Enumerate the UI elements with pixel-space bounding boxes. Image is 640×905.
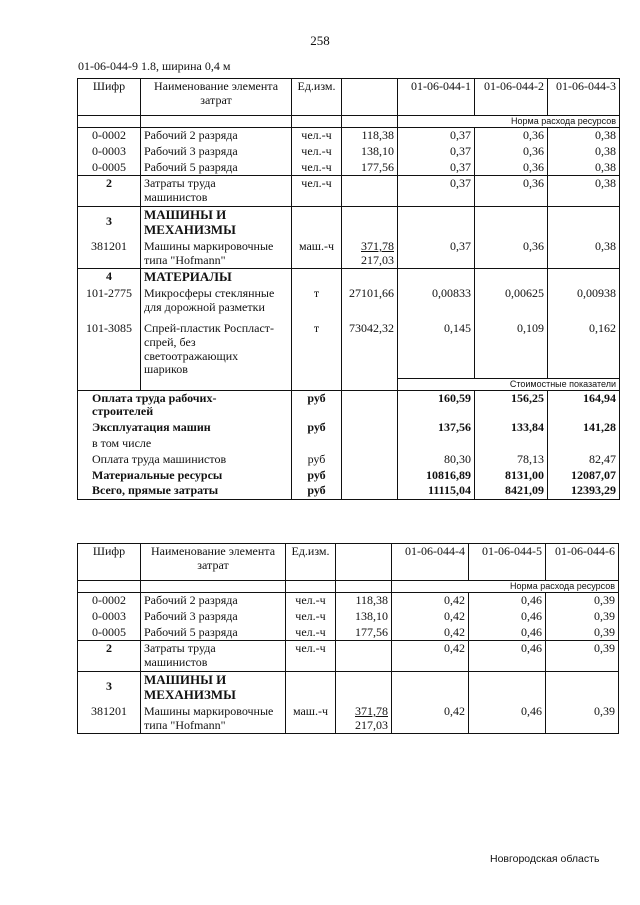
table-row: 0-0005 Рабочий 5 разряда чел.-ч 177,56 0,42 0,46 0,39 — [78, 625, 619, 641]
norm-note-row — [78, 116, 620, 128]
cost-row: Оплата труда машинистов руб 80,30 78,13 82,47 — [78, 452, 620, 468]
table-row: 101-2775 Микросферы стеклянные для дорожной разметки т 27101,66 0,00833 0,00625 0,00938 — [78, 286, 620, 316]
table-row: 0-0003 Рабочий 3 разряда чел.-ч 138,10 0,42 0,46 0,39 — [78, 609, 619, 625]
cost-row: Оплата труда рабочих- строителей руб 160,59 156,25 164,94 — [78, 390, 620, 420]
cost-row: Всего, прямые затраты руб 11115,04 8421,09 12393,29 — [78, 483, 620, 499]
cost-row: в том числе — [78, 436, 620, 452]
machines-section-row: 3 МАШИНЫ И МЕХАНИЗМЫ — [78, 206, 620, 238]
col-header: 01-06-044-4 — [392, 544, 469, 581]
col-header: 01-06-044-6 — [546, 544, 619, 581]
norm-note: Норма расхода ресурсов — [392, 581, 619, 593]
price-header — [336, 544, 392, 581]
norm-note-row — [78, 581, 619, 593]
col-header: 01-06-044-1 — [398, 79, 475, 116]
table-row: 0-0003 Рабочий 3 разряда чел.-ч 138,10 0,37 0,36 0,38 — [78, 144, 620, 160]
labor-row: 2 Затраты труда машинистов чел.-ч 0,42 0,46 0,39 — [78, 641, 619, 672]
labor-row: 2 Затраты труда машинистов чел.-ч 0,37 0,36 0,38 — [78, 176, 620, 207]
table-row: 381201 Машины маркировочные типа "Hofmann" маш.-ч 371,78 217,03 0,37 0,36 0,38 — [78, 239, 620, 269]
table-row: 0-0005 Рабочий 5 разряда чел.-ч 177,56 0,37 0,36 0,38 — [78, 160, 620, 176]
table-row: 381201 Машины маркировочные типа "Hofmann" маш.-ч 371,78 217,03 0,42 0,46 0,39 — [78, 704, 619, 734]
section-caption: 01-06-044-9 1.8, ширина 0,4 м — [78, 59, 231, 73]
table-header-row — [78, 544, 619, 581]
cost-row: Материальные ресурсы руб 10816,89 8131,00 12087,07 — [78, 468, 620, 484]
table-row: 0-0002 Рабочий 2 разряда чел.-ч 118,38 0,37 0,36 0,38 — [78, 128, 620, 144]
table-row: 0-0002 Рабочий 2 разряда чел.-ч 118,38 0,42 0,46 0,39 — [78, 593, 619, 609]
norm-note: Норма расхода ресурсов — [398, 116, 620, 128]
machines-section-row: 3 МАШИНЫ И МЕХАНИЗМЫ — [78, 671, 619, 703]
cost-note: Стоимостные показатели — [398, 378, 620, 390]
region-footer: Новгородская область — [490, 853, 600, 865]
resource-table-2 — [77, 543, 619, 734]
unit-header: Ед.изм. — [286, 544, 336, 581]
cost-note-row — [78, 378, 620, 390]
resource-table-1 — [77, 78, 620, 500]
cost-row: Эксплуатация машин руб 137,56 133,84 141,28 — [78, 420, 620, 436]
table-header-row — [78, 79, 620, 116]
page-number: 258 — [310, 33, 330, 48]
name-header: Наименование элемента затрат — [141, 544, 286, 581]
materials-section-row: 4 МАТЕРИАЛЫ — [78, 269, 620, 286]
price-header — [342, 79, 398, 116]
code-header: Шифр — [78, 79, 141, 116]
table-row: 101-3085 Спрей-пластик Роспласт- спрей, без светоотражающих шариков т 73042,32 0,145 0,109 0,162 — [78, 316, 620, 378]
col-header: 01-06-044-2 — [475, 79, 548, 116]
unit-header: Ед.изм. — [292, 79, 342, 116]
col-header: 01-06-044-5 — [469, 544, 546, 581]
col-header: 01-06-044-3 — [548, 79, 620, 116]
code-header: Шифр — [78, 544, 141, 581]
name-header: Наименование элемента затрат — [141, 79, 292, 116]
